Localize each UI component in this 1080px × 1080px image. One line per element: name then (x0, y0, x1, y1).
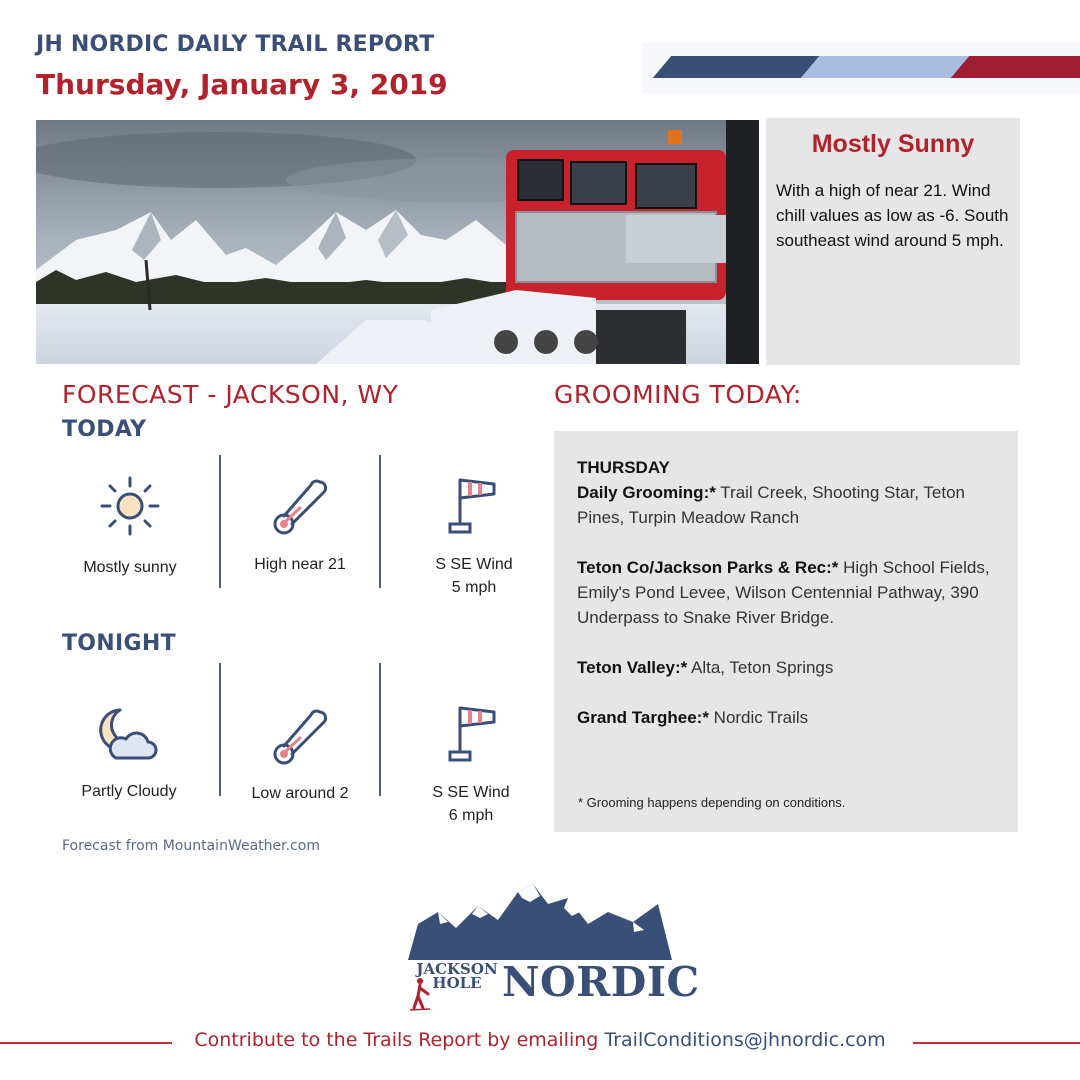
grooming-item (577, 480, 997, 530)
today-label: TODAY (62, 417, 147, 442)
grooming-note: * Grooming happens depending on conditions. (578, 795, 846, 810)
thermometer-icon (270, 474, 332, 541)
grooming-item-text: High School Fields, Emily's Pond Levee, Wilson Centennial Pathway, 390 Underpass to Snake River Bridge. (577, 558, 990, 627)
summary-title: Mostly Sunny (811, 130, 975, 158)
grooming-item-label: Teton Valley:* (577, 658, 688, 677)
tonight-wind-direction: S SE Wind (432, 784, 510, 801)
grooming-item-text: Trail Creek, Shooting Star, Teton Pines, Turpin Meadow Ranch (577, 483, 966, 527)
grooming-day: THURSDAY (577, 458, 670, 477)
grooming-item-text: Alta, Teton Springs (687, 658, 834, 677)
report-title: JH NORDIC DAILY TRAIL REPORT (36, 32, 435, 57)
grooming-item-label: Teton Co/Jackson Parks & Rec:* (577, 558, 839, 577)
grooming-content (577, 455, 997, 755)
grooming-item (577, 555, 997, 630)
tonight-label: TONIGHT (62, 631, 176, 656)
divider (379, 455, 381, 588)
divider (219, 663, 221, 796)
today-wind-direction: S SE Wind (435, 556, 513, 573)
footer-contribute (0, 1029, 1080, 1051)
jackson-hole-nordic-logo (408, 884, 674, 969)
tonight-wind-speed: 6 mph (448, 807, 494, 824)
grooming-item-text: Nordic Trails (708, 708, 809, 727)
grooming-heading: GROOMING TODAY: (554, 380, 802, 409)
forecast-heading: FORECAST - JACKSON, WY (62, 380, 399, 409)
tonight-temp: Low around 2 (251, 785, 349, 802)
footer-lead: Contribute to the Trails Report by emailing (194, 1029, 605, 1051)
summary-text: With a high of near 21. Wind chill values as low as -6. South southeast wind around 5 mph. (776, 181, 1009, 250)
thermometer-icon (270, 704, 332, 771)
logo-line1: JACKSON (416, 960, 498, 978)
tonight-condition: Partly Cloudy (81, 783, 177, 800)
skier-icon (408, 976, 438, 1017)
grooming-item (577, 705, 997, 730)
logo-nordic: NORDIC (502, 958, 700, 1006)
footer-email-link[interactable]: TrailConditions@jhnordic.com (604, 1029, 886, 1051)
windsock-icon (446, 476, 498, 541)
grooming-item (577, 655, 997, 680)
windsock-icon (446, 704, 498, 769)
grooming-item-label: Grand Targhee:* (577, 708, 709, 727)
logo-line2: HOLE (432, 974, 482, 992)
today-condition: Mostly sunny (83, 559, 177, 576)
stripe-red (951, 56, 1080, 78)
decorative-stripes (642, 42, 1080, 94)
grooming-box (554, 431, 1018, 832)
grooming-item-label: Daily Grooming:* (577, 483, 716, 502)
today-temp: High near 21 (254, 556, 346, 573)
weather-summary-box (766, 118, 1020, 365)
sun-icon (98, 474, 162, 543)
divider (219, 455, 221, 588)
groomer-photo (36, 120, 759, 364)
forecast-source: Forecast from MountainWeather.com (62, 838, 320, 854)
divider (379, 663, 381, 796)
report-date: Thursday, January 3, 2019 (36, 68, 448, 101)
moon-cloud-icon (98, 706, 160, 769)
today-wind-speed: 5 mph (451, 579, 497, 596)
